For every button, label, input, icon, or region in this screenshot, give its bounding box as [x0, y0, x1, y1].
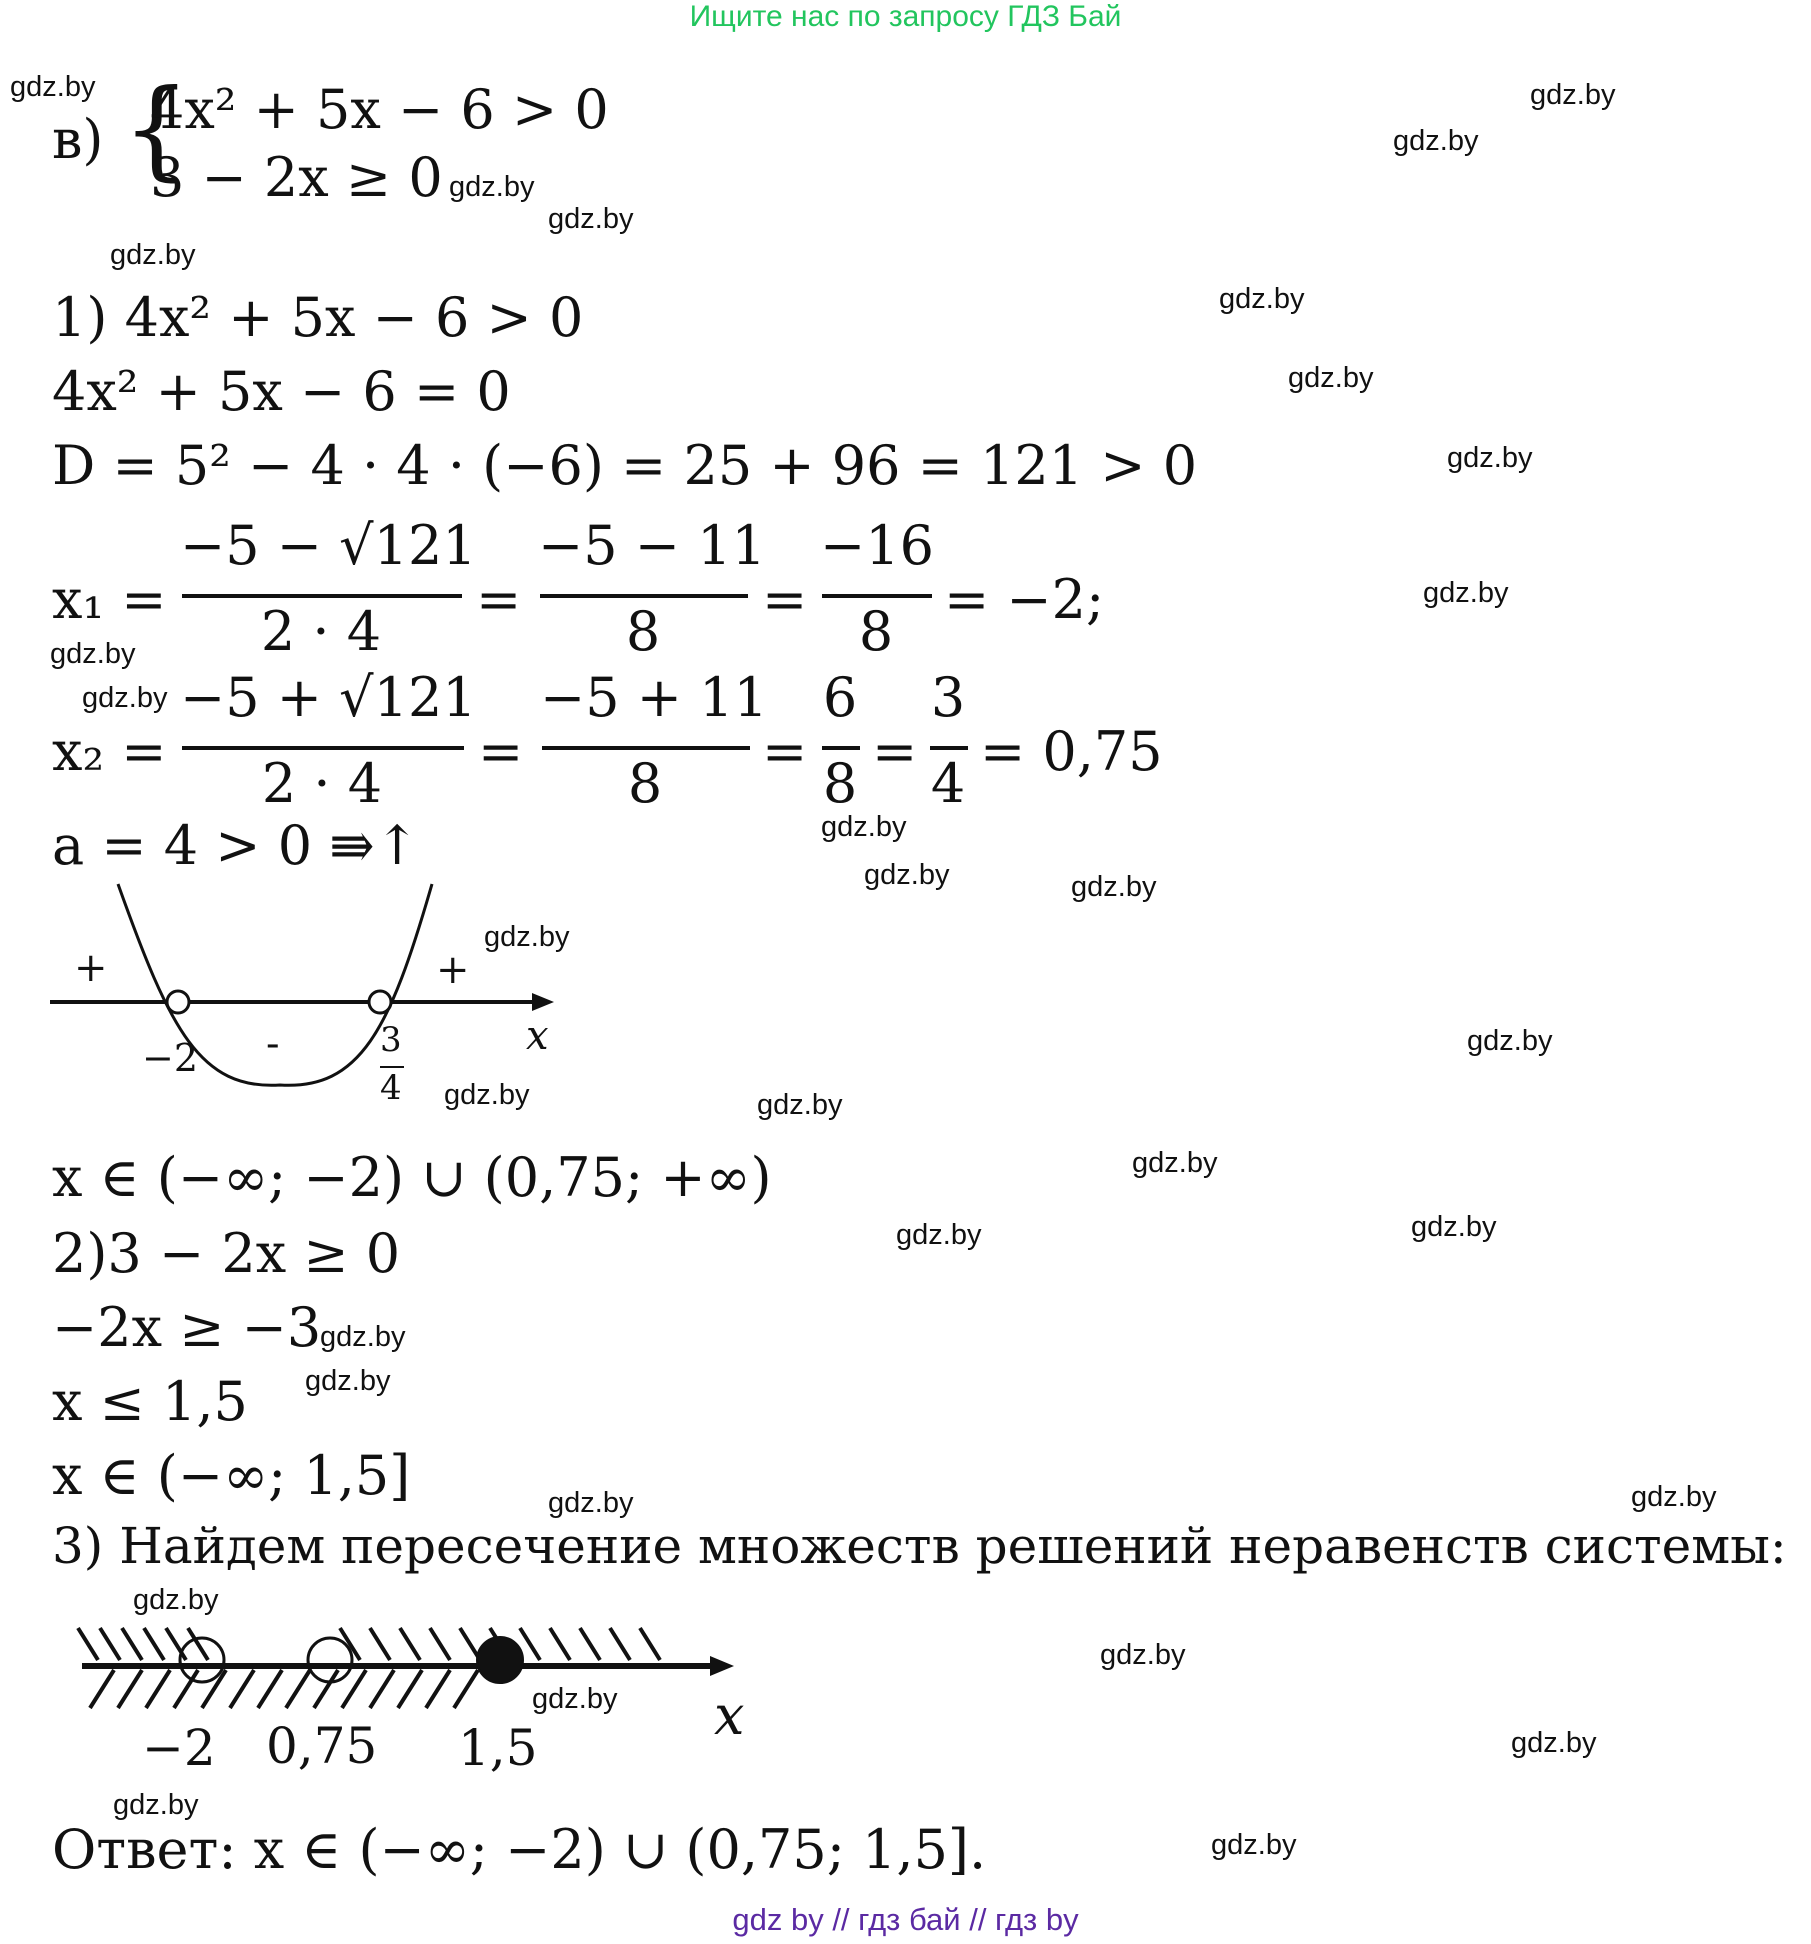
watermark: gdz.by [1631, 1481, 1717, 1513]
equals-sign: = [872, 720, 918, 783]
fraction-bar [540, 594, 748, 598]
x2-numerator-2: −5 + 11 [540, 666, 768, 729]
axis-arrow [710, 1656, 734, 1676]
x1-numerator-3: −16 [820, 514, 934, 577]
watermark: gdz.by [821, 811, 907, 843]
hatching-lower [90, 1670, 478, 1708]
watermark: gdz.by [110, 239, 196, 271]
x2-numerator-4: 3 [930, 666, 966, 729]
root-label-2-numerator: 3 [380, 1020, 402, 1060]
watermark: gdz.by [896, 1219, 982, 1251]
watermark: gdz.by [133, 1584, 219, 1616]
equals-sign: = [476, 568, 522, 631]
watermark: gdz.by [1511, 1727, 1597, 1759]
system-inequality-2: 3 − 2x ≥ 0 [150, 146, 443, 209]
axis-variable: x [714, 1684, 745, 1747]
watermark: gdz.by [1411, 1211, 1497, 1243]
step2-line1: −2x ≥ −3 [52, 1296, 322, 1359]
footer: gdz by // гдз бай // гдз by [732, 1902, 1079, 1937]
sign-minus-middle: - [266, 1021, 280, 1067]
watermark: gdz.by [1393, 125, 1479, 157]
step1-discriminant: D = 5² − 4 · 4 · (−6) = 25 + 96 = 121 > 0 [52, 434, 1198, 497]
watermark: gdz.by [1288, 362, 1374, 394]
equals-sign: = [762, 720, 808, 783]
leading-coefficient: a = 4 > 0 ⇛↑ [52, 814, 420, 877]
step2-solution: x ∈ (−∞; 1,5] [52, 1444, 411, 1507]
filled-point-1-5 [477, 1637, 523, 1683]
point-label-1: −2 [142, 1719, 216, 1777]
equals-sign: = [762, 568, 808, 631]
equals-sign: = [478, 720, 524, 783]
x2-denominator-2: 8 [627, 752, 663, 815]
watermark: gdz.by [1467, 1025, 1553, 1057]
sign-plus-right: + [436, 947, 470, 993]
open-point-0-75 [308, 1638, 352, 1682]
watermark: gdz.by [1071, 871, 1157, 903]
watermark: gdz.by [10, 71, 96, 103]
watermark: gdz.by [484, 921, 570, 953]
root-label-2-denominator: 4 [380, 1068, 402, 1108]
problem-label: в) [52, 108, 104, 171]
watermark: gdz.by [1423, 577, 1509, 609]
watermark: gdz.by [305, 1365, 391, 1397]
x1-numerator-1: −5 − √121 [180, 514, 477, 577]
x1-denominator-1: 2 · 4 [260, 600, 382, 663]
watermark: gdz.by [532, 1683, 618, 1715]
watermark: gdz.by [113, 1789, 199, 1821]
watermark: gdz.by [1530, 79, 1616, 111]
x2-numerator-3: 6 [822, 666, 858, 729]
fraction-bar [182, 746, 464, 750]
watermark: gdz.by [1447, 442, 1533, 474]
open-point-root2 [369, 991, 391, 1013]
fraction-bar [182, 594, 462, 598]
watermark: gdz.by [1219, 283, 1305, 315]
watermark: gdz.by [548, 203, 634, 235]
step3-title: 3) Найдем пересечение множеств решений неравенств системы: [52, 1517, 1787, 1575]
fraction-bar [930, 746, 968, 750]
watermark: gdz.by [50, 638, 136, 670]
sign-plus-left: + [74, 945, 108, 991]
x2-denominator-1: 2 · 4 [261, 752, 383, 815]
open-point-minus-2 [180, 1638, 224, 1682]
step1-solution: x ∈ (−∞; −2) ∪ (0,75; +∞) [52, 1146, 772, 1209]
x1-numerator-2: −5 − 11 [538, 514, 766, 577]
x1-denominator-2: 8 [625, 600, 661, 663]
fraction-bar [542, 746, 750, 750]
watermark: gdz.by [444, 1079, 530, 1111]
parabola-diagram [40, 880, 560, 1120]
fraction-bar [822, 594, 932, 598]
root-label-1: −2 [142, 1036, 199, 1080]
watermark: gdz.by [757, 1089, 843, 1121]
open-point-root1 [167, 991, 189, 1013]
x1-result: = −2; [944, 568, 1105, 631]
x1-lhs: x₁ = [52, 568, 167, 631]
system-inequality-1: 4x² + 5x − 6 > 0 [150, 78, 609, 141]
x2-numerator-1: −5 + √121 [180, 666, 477, 729]
top-banner: Ищите нас по запросу ГДЗ Бай [689, 0, 1122, 33]
watermark: gdz.by [82, 682, 168, 714]
watermark: gdz.by [548, 1487, 634, 1519]
watermark: gdz.by [1132, 1147, 1218, 1179]
step2-title: 2)3 − 2x ≥ 0 [52, 1222, 401, 1285]
step1-title: 1) 4x² + 5x − 6 > 0 [52, 286, 584, 349]
x2-lhs: x₂ = [52, 720, 167, 783]
watermark: gdz.by [1211, 1829, 1297, 1861]
fraction-bar [822, 746, 860, 750]
point-label-2: 0,75 [266, 1717, 378, 1775]
step1-equation: 4x² + 5x − 6 = 0 [52, 360, 511, 423]
x2-denominator-4: 4 [930, 752, 966, 815]
x2-result: = 0,75 [980, 720, 1163, 783]
watermark: gdz.by [1100, 1639, 1186, 1671]
system-brace: { [122, 67, 191, 192]
watermark: gdz.by [320, 1321, 406, 1353]
watermark: gdz.by [864, 859, 950, 891]
x2-denominator-3: 8 [822, 752, 858, 815]
step2-line2: x ≤ 1,5 [52, 1370, 248, 1433]
answer: Ответ: x ∈ (−∞; −2) ∪ (0,75; 1,5]. [52, 1818, 987, 1881]
watermark: gdz.by [449, 171, 535, 203]
x1-denominator-3: 8 [858, 600, 894, 663]
intersection-diagram [70, 1616, 760, 1726]
axis-variable: x [526, 1013, 549, 1059]
point-label-3: 1,5 [458, 1719, 538, 1777]
